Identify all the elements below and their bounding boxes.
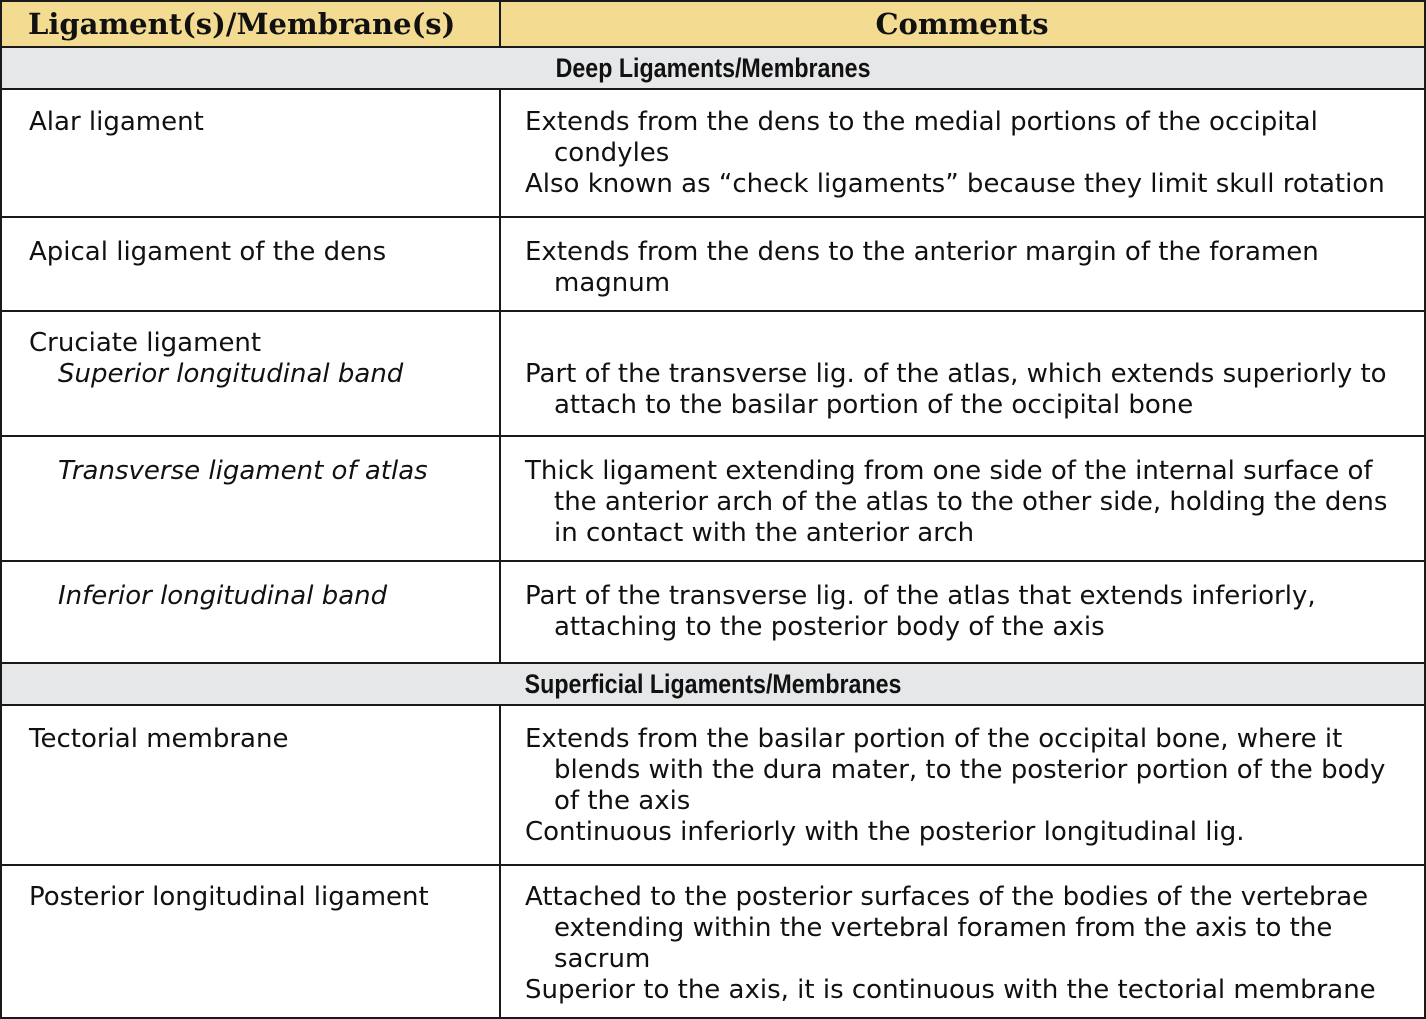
header-ligament-column: Ligament(s)/Membrane(s)	[28, 7, 456, 41]
ligament-name-main: Cruciate ligament	[29, 328, 262, 358]
comments-cell	[525, 581, 1404, 643]
table-row	[2, 562, 1424, 664]
comment-line: Also known as “check ligaments” because they limit skull rotation	[525, 169, 1385, 199]
comments-cell	[525, 359, 1404, 421]
ligament-name: Inferior longitudinal band	[58, 581, 388, 611]
comment-line: Part of the transverse lig. of the atlas, which extends superiorly to attach to the basilar portion of the occipital bone	[525, 359, 1387, 420]
comment-line: Thick ligament extending from one side of the internal surface of the anterior arch of the atlas to the other side, holding the dens in contact with the anterior arch	[525, 456, 1388, 548]
ligament-name	[29, 328, 403, 390]
comment-line: Extends from the dens to the anterior margin of the foramen magnum	[525, 237, 1319, 298]
table-header	[2, 2, 1424, 48]
comments-cell	[525, 882, 1404, 1006]
table-row	[2, 218, 1424, 312]
ligament-name: Apical ligament of the dens	[29, 237, 387, 267]
comment-line: Superior to the axis, it is continuous with the tectorial membrane	[525, 975, 1376, 1005]
comment-line: Extends from the basilar portion of the occipital bone, where it blends with the dura mater, to the posterior portion of the body of the axis	[525, 724, 1386, 816]
comments-cell	[525, 237, 1404, 299]
table-row	[2, 312, 1424, 437]
section-title: Superficial Ligaments/Membranes	[524, 669, 902, 699]
section-deep	[2, 46, 1424, 90]
ligament-subname: Superior longitudinal band	[58, 359, 404, 389]
comment-line: Extends from the dens to the medial portions of the occipital condyles	[525, 107, 1318, 168]
header-comments-column: Comments	[875, 7, 1049, 41]
section-title: Deep Ligaments/Membranes	[555, 53, 871, 83]
table-row	[2, 866, 1424, 1019]
table-row	[2, 704, 1424, 866]
comments-cell	[525, 107, 1404, 200]
comments-cell	[525, 456, 1404, 549]
comment-line: Continuous inferiorly with the posterior longitudinal lig.	[525, 817, 1245, 847]
comments-cell	[525, 724, 1404, 848]
comment-line: Part of the transverse lig. of the atlas that extends inferiorly, attaching to the posterior body of the axis	[525, 581, 1316, 642]
ligament-name: Posterior longitudinal ligament	[29, 882, 429, 912]
table-row	[2, 437, 1424, 562]
section-superficial	[2, 662, 1424, 706]
comment-line: Attached to the posterior surfaces of the bodies of the vertebrae extending within the vertebral foramen from the axis to the sacrum	[525, 882, 1369, 974]
ligament-name: Tectorial membrane	[29, 724, 289, 754]
table-row	[2, 88, 1424, 218]
ligament-name: Transverse ligament of atlas	[58, 456, 428, 486]
ligament-name: Alar ligament	[29, 107, 204, 137]
